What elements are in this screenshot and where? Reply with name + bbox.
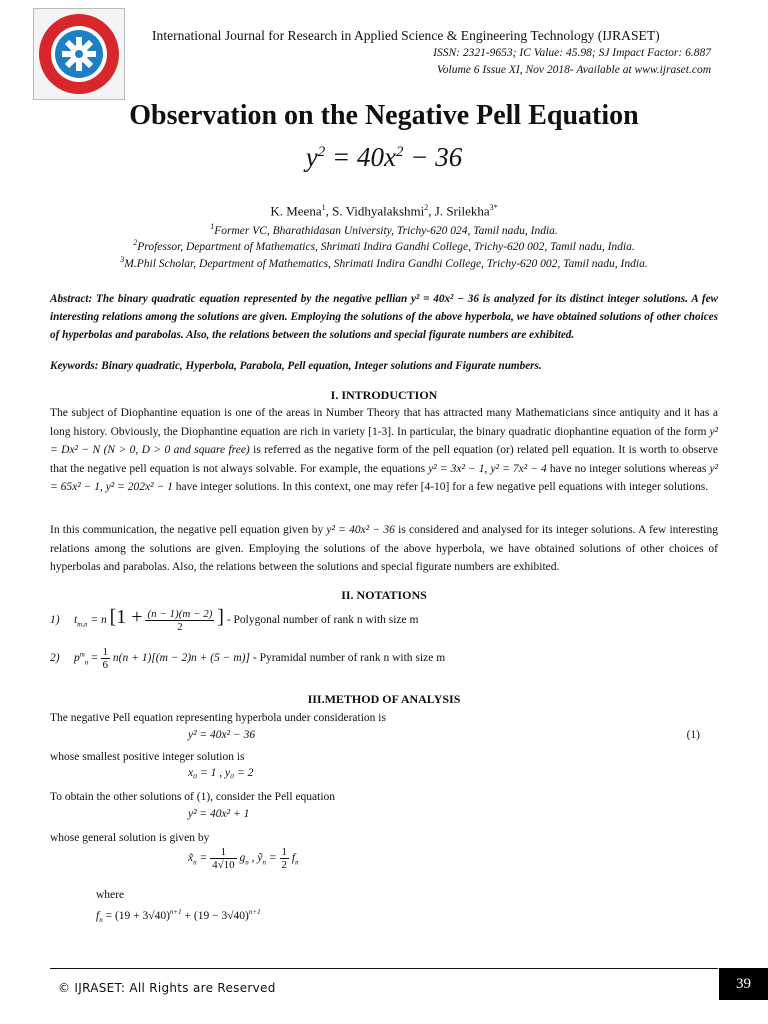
issn-line: ISSN: 2321-9653; IC Value: 45.98; SJ Impact Factor: 6.887 [433,47,711,59]
title-equation: $y^2 = 40x^2 - 36$ [305,142,463,172]
section-heading-method: III.METHOD OF ANALYSIS [307,692,461,706]
general-solution: $x̃_n$ = $\frac{1}{4√10}$ $g_n$ , ỹ$_n$ = $\frac{1}{2}$ $f_n$ [188,846,299,871]
equation-1-number: (1) [686,729,700,741]
footer-divider [50,968,718,969]
affiliation-2: $^2$Professor, Department of Mathematics, Shrimati Indira Gandhi College, Trichy-620 002, Tamil nadu, India. [133,238,635,253]
copyright-notice: © IJRASET: All Rights are Reserved [58,981,276,995]
pell-equation: y² = 40x² + 1 [188,808,250,820]
method-text-3: To obtain the other solutions of (1), consider the Pell equation [50,791,336,803]
intro-paragraph-1: The subject of Diophantine equation is one of the areas in Number Theory that has attracted many Mathematicians since antiquity and it has a long history. Obviously, the Diophantine equation are rich in variety [1-3]. In particular, the binary quadratic diophantine equation of the form y² = Dx² − N (N > 0, D > 0 and square free) is referred as the negative form of the pell equation (or) related pell equation. It is worth to observe that the negative pell equation is not always solvable. For example, the equations y² = 3x² − 1, y² = 7x² − 4 have no integer solutions whereas y² = 65x² − 1, y² = 202x² − 1 have integer solutions. In this context, one may refer [4-10] for a few negative pell equations with integer solutions. [50,407,719,494]
abstract: Abstract: The binary quadratic equation represented by the negative pellian y² = 40x² − 36 is analyzed for its distinct integer solutions. A few interesting relations among the solutions are given. Employing the solutions of the above hyperbola, we have obtained solutions of other choices of hyperbolas and parabolas. Also, the relations between the solutions and special figurate numbers are exhibited. [50,293,719,341]
intro-paragraph-2: In this communication, the negative pell equation given by y² = 40x² − 36 is considered and analysed for its integer solutions. A few interesting relations among the solutions are given. Employing the solutions of the above hyperbola, we have obtained solutions of other choices of hyperbolas and parabolas. Also, the relations between the solutions and special figurate numbers are exhibited. [50,524,718,574]
journal-seal-icon [34,9,124,99]
section-heading-introduction: I. INTRODUCTION [330,388,438,402]
affiliation-1: $^1$Former VC, Bharathidasan University, Trichy-620 024, Tamil nadu, India. [210,222,558,237]
keywords: Keywords: Binary quadratic, Hyperbola, Parabola, Pell equation, Integer solutions and Figurate numbers. [50,360,542,372]
method-text-4: whose general solution is given by [50,832,210,844]
paper-title: Observation on the Negative Pell Equation [129,100,639,131]
journal-name: International Journal for Research in Applied Science & Engineering Technology (IJRASET) [152,28,660,43]
fn-definition: $f_n = (19 + 3√40)^{n+1} + (19 - 3√40)^{n+1}$ [96,908,261,925]
method-text-where: where [96,889,125,901]
volume-line: Volume 6 Issue XI, Nov 2018- Available at www.ijraset.com [437,64,711,76]
method-text-2: whose smallest positive integer solution is [50,751,245,763]
initial-solution: x₀ = 1 , y₀ = 2 [188,767,254,779]
journal-logo [33,8,125,100]
author-list: K. Meena$^1$, S. Vidhyalakshmi$^2$, J. Srilekha$^{3*}$ [270,203,498,219]
notation-polygonal: 1) $t_{m,n} = n$ [1 + $\frac{(n - 1)(m - 2)}{2}$ ] - Polygonal number of rank n with size m [50,606,419,633]
page-number: 39 [719,968,768,1000]
section-heading-notations: II. NOTATIONS [341,588,427,602]
method-text-1: The negative Pell equation representing hyperbola under consideration is [50,712,386,724]
affiliation-3: $^3$M.Phil Scholar, Department of Mathematics, Shrimati Indira Gandhi College, Trichy-620 002, Tamil nadu, India. [120,255,648,270]
notation-pyramidal: 2) $p^m_n$ = $\frac{1}{6}$ n(n + 1)[(m − 2)n + (5 − m)] - Pyramidal number of rank n with size m [50,646,446,671]
equation-1: y² = 40x² − 36 [188,729,256,741]
